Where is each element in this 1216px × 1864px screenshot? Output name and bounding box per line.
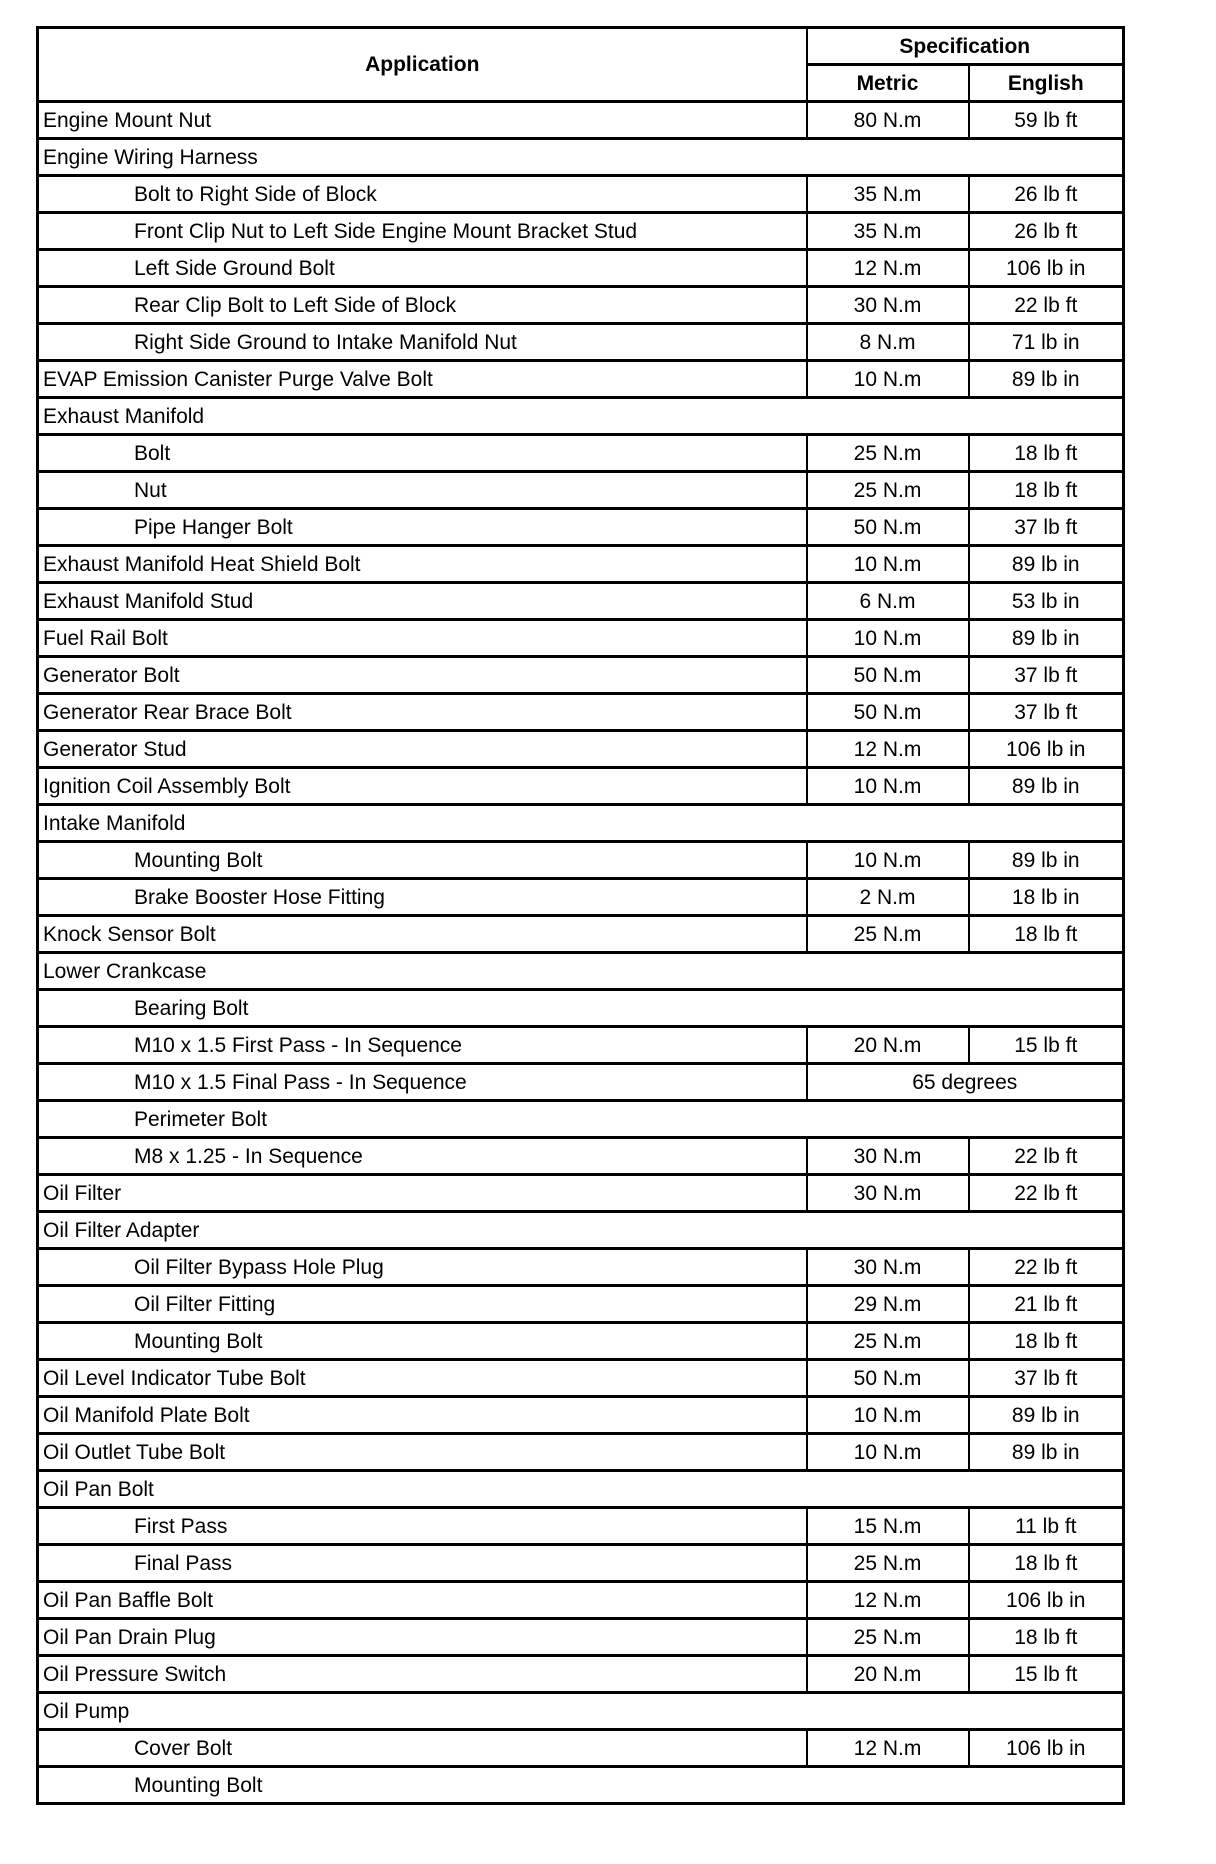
table-row [38, 1767, 1124, 1804]
english-value-cell: 22 lb ft [969, 287, 1124, 324]
english-value-cell: 106 lb in [969, 1582, 1124, 1619]
group-label-cell: Oil Filter Adapter [38, 1212, 1124, 1249]
table-row [38, 1693, 1124, 1730]
application-cell: Exhaust Manifold Heat Shield Bolt [38, 546, 807, 583]
table-row [38, 620, 1124, 657]
english-value-cell: 89 lb in [969, 842, 1124, 879]
metric-value-cell: 10 N.m [807, 1397, 969, 1434]
english-value-cell: 26 lb ft [969, 213, 1124, 250]
metric-value-cell: 2 N.m [807, 879, 969, 916]
metric-value-cell: 25 N.m [807, 1545, 969, 1582]
table-row [38, 1138, 1124, 1175]
table-row [38, 472, 1124, 509]
metric-value-cell: 10 N.m [807, 361, 969, 398]
application-cell: Cover Bolt [38, 1730, 807, 1767]
table-row [38, 1101, 1124, 1138]
metric-value-cell: 30 N.m [807, 1138, 969, 1175]
metric-value-cell: 35 N.m [807, 213, 969, 250]
english-value-cell: 89 lb in [969, 620, 1124, 657]
english-value-cell: 37 lb ft [969, 694, 1124, 731]
metric-value-cell: 10 N.m [807, 620, 969, 657]
application-cell: Oil Pressure Switch [38, 1656, 807, 1693]
table-row [38, 842, 1124, 879]
english-value-cell: 22 lb ft [969, 1249, 1124, 1286]
english-value-cell: 18 lb in [969, 879, 1124, 916]
metric-value-cell: 25 N.m [807, 916, 969, 953]
table-row [38, 435, 1124, 472]
application-cell: Oil Pan Baffle Bolt [38, 1582, 807, 1619]
english-value-cell: 89 lb in [969, 1434, 1124, 1471]
group-label-cell: Perimeter Bolt [38, 1101, 1124, 1138]
table-header [38, 28, 1124, 102]
table-row [38, 1582, 1124, 1619]
english-value-cell: 71 lb in [969, 324, 1124, 361]
table-row [38, 1508, 1124, 1545]
group-label-cell: Mounting Bolt [38, 1767, 1124, 1804]
application-cell: Ignition Coil Assembly Bolt [38, 768, 807, 805]
application-cell: M10 x 1.5 First Pass - In Sequence [38, 1027, 807, 1064]
table-row [38, 990, 1124, 1027]
table-row [38, 1730, 1124, 1767]
metric-value-cell: 10 N.m [807, 768, 969, 805]
application-cell: EVAP Emission Canister Purge Valve Bolt [38, 361, 807, 398]
english-value-cell: 89 lb in [969, 546, 1124, 583]
table-row [38, 1656, 1124, 1693]
metric-value-cell: 50 N.m [807, 694, 969, 731]
english-value-cell: 89 lb in [969, 1397, 1124, 1434]
metric-value-cell: 20 N.m [807, 1656, 969, 1693]
application-cell: Final Pass [38, 1545, 807, 1582]
metric-value-cell: 12 N.m [807, 1730, 969, 1767]
metric-value-cell: 80 N.m [807, 102, 969, 139]
metric-value-cell: 10 N.m [807, 1434, 969, 1471]
application-cell: M10 x 1.5 Final Pass - In Sequence [38, 1064, 807, 1101]
english-value-cell: 18 lb ft [969, 1619, 1124, 1656]
application-cell: Oil Filter [38, 1175, 807, 1212]
metric-value-cell: 10 N.m [807, 546, 969, 583]
metric-value-cell: 30 N.m [807, 1175, 969, 1212]
metric-value-cell: 50 N.m [807, 657, 969, 694]
application-cell: Right Side Ground to Intake Manifold Nut [38, 324, 807, 361]
metric-value-cell: 10 N.m [807, 842, 969, 879]
application-cell: Generator Bolt [38, 657, 807, 694]
metric-value-cell: 12 N.m [807, 1582, 969, 1619]
table-row [38, 1175, 1124, 1212]
application-header: Application [38, 28, 807, 102]
table-row [38, 546, 1124, 583]
table-row [38, 1286, 1124, 1323]
application-cell: Bolt to Right Side of Block [38, 176, 807, 213]
table-row [38, 102, 1124, 139]
metric-value-cell: 20 N.m [807, 1027, 969, 1064]
group-label-cell: Engine Wiring Harness [38, 139, 1124, 176]
application-cell: Nut [38, 472, 807, 509]
table-row [38, 1434, 1124, 1471]
english-value-cell: 18 lb ft [969, 1323, 1124, 1360]
table-row [38, 361, 1124, 398]
table-row [38, 768, 1124, 805]
english-value-cell: 26 lb ft [969, 176, 1124, 213]
application-cell: Pipe Hanger Bolt [38, 509, 807, 546]
table-row [38, 805, 1124, 842]
table-row [38, 694, 1124, 731]
english-value-cell: 37 lb ft [969, 657, 1124, 694]
table-row [38, 1323, 1124, 1360]
english-value-cell: 53 lb in [969, 583, 1124, 620]
application-cell: Oil Level Indicator Tube Bolt [38, 1360, 807, 1397]
english-value-cell: 11 lb ft [969, 1508, 1124, 1545]
metric-value-cell: 8 N.m [807, 324, 969, 361]
table-row [38, 139, 1124, 176]
application-cell: Oil Filter Fitting [38, 1286, 807, 1323]
table-row [38, 583, 1124, 620]
application-cell: Engine Mount Nut [38, 102, 807, 139]
english-value-cell: 18 lb ft [969, 472, 1124, 509]
english-value-cell: 22 lb ft [969, 1138, 1124, 1175]
table-row [38, 657, 1124, 694]
application-cell: Oil Manifold Plate Bolt [38, 1397, 807, 1434]
metric-value-cell: 50 N.m [807, 1360, 969, 1397]
table-row [38, 953, 1124, 990]
metric-value-cell: 25 N.m [807, 1323, 969, 1360]
table-row [38, 1064, 1124, 1101]
metric-header: Metric [807, 65, 969, 102]
metric-value-cell: 25 N.m [807, 1619, 969, 1656]
application-cell: Knock Sensor Bolt [38, 916, 807, 953]
application-cell: Left Side Ground Bolt [38, 250, 807, 287]
spec-merged-cell: 65 degrees [807, 1064, 1124, 1101]
english-value-cell: 15 lb ft [969, 1027, 1124, 1064]
group-label-cell: Oil Pan Bolt [38, 1471, 1124, 1508]
table-body [38, 102, 1124, 1804]
group-label-cell: Lower Crankcase [38, 953, 1124, 990]
metric-value-cell: 30 N.m [807, 1249, 969, 1286]
table-row [38, 250, 1124, 287]
group-label-cell: Oil Pump [38, 1693, 1124, 1730]
application-cell: Exhaust Manifold Stud [38, 583, 807, 620]
metric-value-cell: 30 N.m [807, 287, 969, 324]
metric-value-cell: 25 N.m [807, 472, 969, 509]
table-row [38, 176, 1124, 213]
application-cell: Mounting Bolt [38, 842, 807, 879]
table-row [38, 1360, 1124, 1397]
metric-value-cell: 12 N.m [807, 250, 969, 287]
group-label-cell: Exhaust Manifold [38, 398, 1124, 435]
application-cell: Mounting Bolt [38, 1323, 807, 1360]
english-value-cell: 37 lb ft [969, 509, 1124, 546]
table-row [38, 731, 1124, 768]
application-cell: Brake Booster Hose Fitting [38, 879, 807, 916]
english-value-cell: 15 lb ft [969, 1656, 1124, 1693]
english-value-cell: 18 lb ft [969, 435, 1124, 472]
english-value-cell: 106 lb in [969, 1730, 1124, 1767]
application-cell: Oil Outlet Tube Bolt [38, 1434, 807, 1471]
application-cell: Oil Filter Bypass Hole Plug [38, 1249, 807, 1286]
group-label-cell: Bearing Bolt [38, 990, 1124, 1027]
table-row [38, 398, 1124, 435]
metric-value-cell: 29 N.m [807, 1286, 969, 1323]
table-row [38, 1471, 1124, 1508]
table-row [38, 916, 1124, 953]
english-value-cell: 89 lb in [969, 768, 1124, 805]
metric-value-cell: 35 N.m [807, 176, 969, 213]
table-row [38, 1027, 1124, 1064]
table-row [38, 1249, 1124, 1286]
english-value-cell: 18 lb ft [969, 1545, 1124, 1582]
table-row [38, 213, 1124, 250]
english-value-cell: 89 lb in [969, 361, 1124, 398]
english-value-cell: 106 lb in [969, 731, 1124, 768]
application-cell: Oil Pan Drain Plug [38, 1619, 807, 1656]
application-cell: Generator Rear Brace Bolt [38, 694, 807, 731]
application-cell: M8 x 1.25 - In Sequence [38, 1138, 807, 1175]
english-value-cell: 22 lb ft [969, 1175, 1124, 1212]
english-value-cell: 37 lb ft [969, 1360, 1124, 1397]
torque-spec-table [36, 26, 1125, 1805]
table-row [38, 1397, 1124, 1434]
application-cell: Fuel Rail Bolt [38, 620, 807, 657]
metric-value-cell: 25 N.m [807, 435, 969, 472]
application-cell: Bolt [38, 435, 807, 472]
metric-value-cell: 12 N.m [807, 731, 969, 768]
specification-header: Specification [807, 28, 1124, 65]
table-row [38, 287, 1124, 324]
application-cell: First Pass [38, 1508, 807, 1545]
table-row [38, 1545, 1124, 1582]
english-header: English [969, 65, 1124, 102]
table-row [38, 1619, 1124, 1656]
application-cell: Rear Clip Bolt to Left Side of Block [38, 287, 807, 324]
english-value-cell: 21 lb ft [969, 1286, 1124, 1323]
english-value-cell: 59 lb ft [969, 102, 1124, 139]
table-row [38, 1212, 1124, 1249]
group-label-cell: Intake Manifold [38, 805, 1124, 842]
table-row [38, 509, 1124, 546]
english-value-cell: 106 lb in [969, 250, 1124, 287]
metric-value-cell: 50 N.m [807, 509, 969, 546]
table-row [38, 879, 1124, 916]
application-cell: Generator Stud [38, 731, 807, 768]
english-value-cell: 18 lb ft [969, 916, 1124, 953]
metric-value-cell: 15 N.m [807, 1508, 969, 1545]
table-row [38, 324, 1124, 361]
metric-value-cell: 6 N.m [807, 583, 969, 620]
application-cell: Front Clip Nut to Left Side Engine Mount Bracket Stud [38, 213, 807, 250]
